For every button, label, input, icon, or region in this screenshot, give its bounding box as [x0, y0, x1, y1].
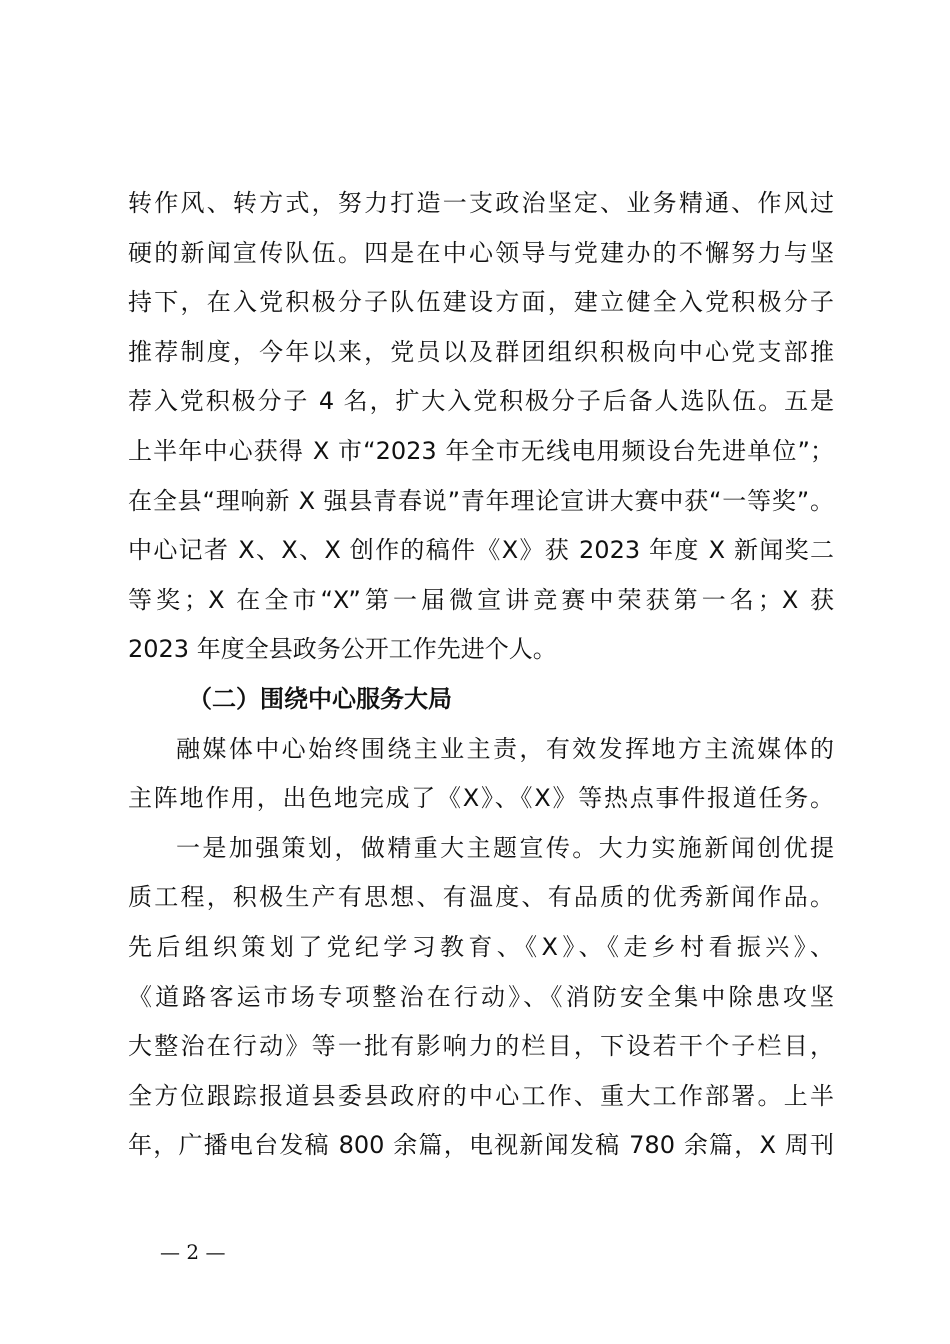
paragraph-line: 上半年中心获得 X 市“2023 年全市无线电用频设台先进单位”； — [128, 436, 834, 465]
paragraph-line: 荐入党积极分子 4 名，扩大入党积极分子后备人选队伍。五是 — [128, 387, 834, 416]
paragraph-line: 《道路客运市场专项整治在行动》、《消防安全集中除患攻坚 — [128, 982, 834, 1011]
paragraph-line: 全方位跟踪报道县委县政府的中心工作、重大工作部署。上半 — [128, 1081, 834, 1110]
paragraph-line: 2023 年度全县政务公开工作先进个人。 — [128, 635, 557, 664]
paragraph-line: 先后组织策划了党纪学习教育、《X》、《走乡村看振兴》、 — [128, 932, 834, 961]
paragraph-line: 一是加强策划，做精重大主题宣传。大力实施新闻创优提 — [176, 833, 834, 862]
paragraph-line: 等奖；X 在全市“X”第一届微宣讲竞赛中荣获第一名；X 获 — [128, 585, 834, 614]
paragraph-line: 中心记者 X、X、X 创作的稿件《X》获 2023 年度 X 新闻奖二 — [128, 536, 834, 565]
paragraph-line: 硬的新闻宣传队伍。四是在中心领导与党建办的不懈努力与坚 — [128, 238, 834, 267]
paragraph-line: 推荐制度，今年以来，党员以及群团组织积极向中心党支部推 — [128, 337, 834, 366]
page-number: — 2 — — [160, 1240, 226, 1264]
paragraph-line: 大整治在行动》等一批有影响力的栏目，下设若干个子栏目， — [128, 1032, 834, 1061]
paragraph-line: 在全县“理响新 X 强县青春说”青年理论宣讲大赛中获“一等奖”。 — [128, 486, 834, 515]
paragraph-line: 质工程，积极生产有思想、有温度、有品质的优秀新闻作品。 — [128, 883, 834, 912]
paragraph-line: 年，广播电台发稿 800 余篇，电视新闻发稿 780 余篇，X 周刊 — [128, 1131, 834, 1160]
section-heading: （二）围绕中心服务大局 — [188, 684, 452, 713]
paragraph-line: 转作风、转方式，努力打造一支政治坚定、业务精通、作风过 — [128, 189, 834, 217]
paragraph-line: 主阵地作用，出色地完成了《X》、《X》等热点事件报道任务。 — [128, 784, 834, 813]
paragraph-achievements — [128, 179, 834, 675]
paragraph-line: 融媒体中心始终围绕主业主责，有效发挥地方主流媒体的 — [176, 734, 834, 763]
paragraph-planning — [128, 824, 834, 1171]
document-body — [128, 179, 834, 1171]
paragraph-line: 持下，在入党积极分子队伍建设方面，建立健全入党积极分子 — [128, 288, 834, 317]
paragraph-main-role — [128, 725, 834, 824]
